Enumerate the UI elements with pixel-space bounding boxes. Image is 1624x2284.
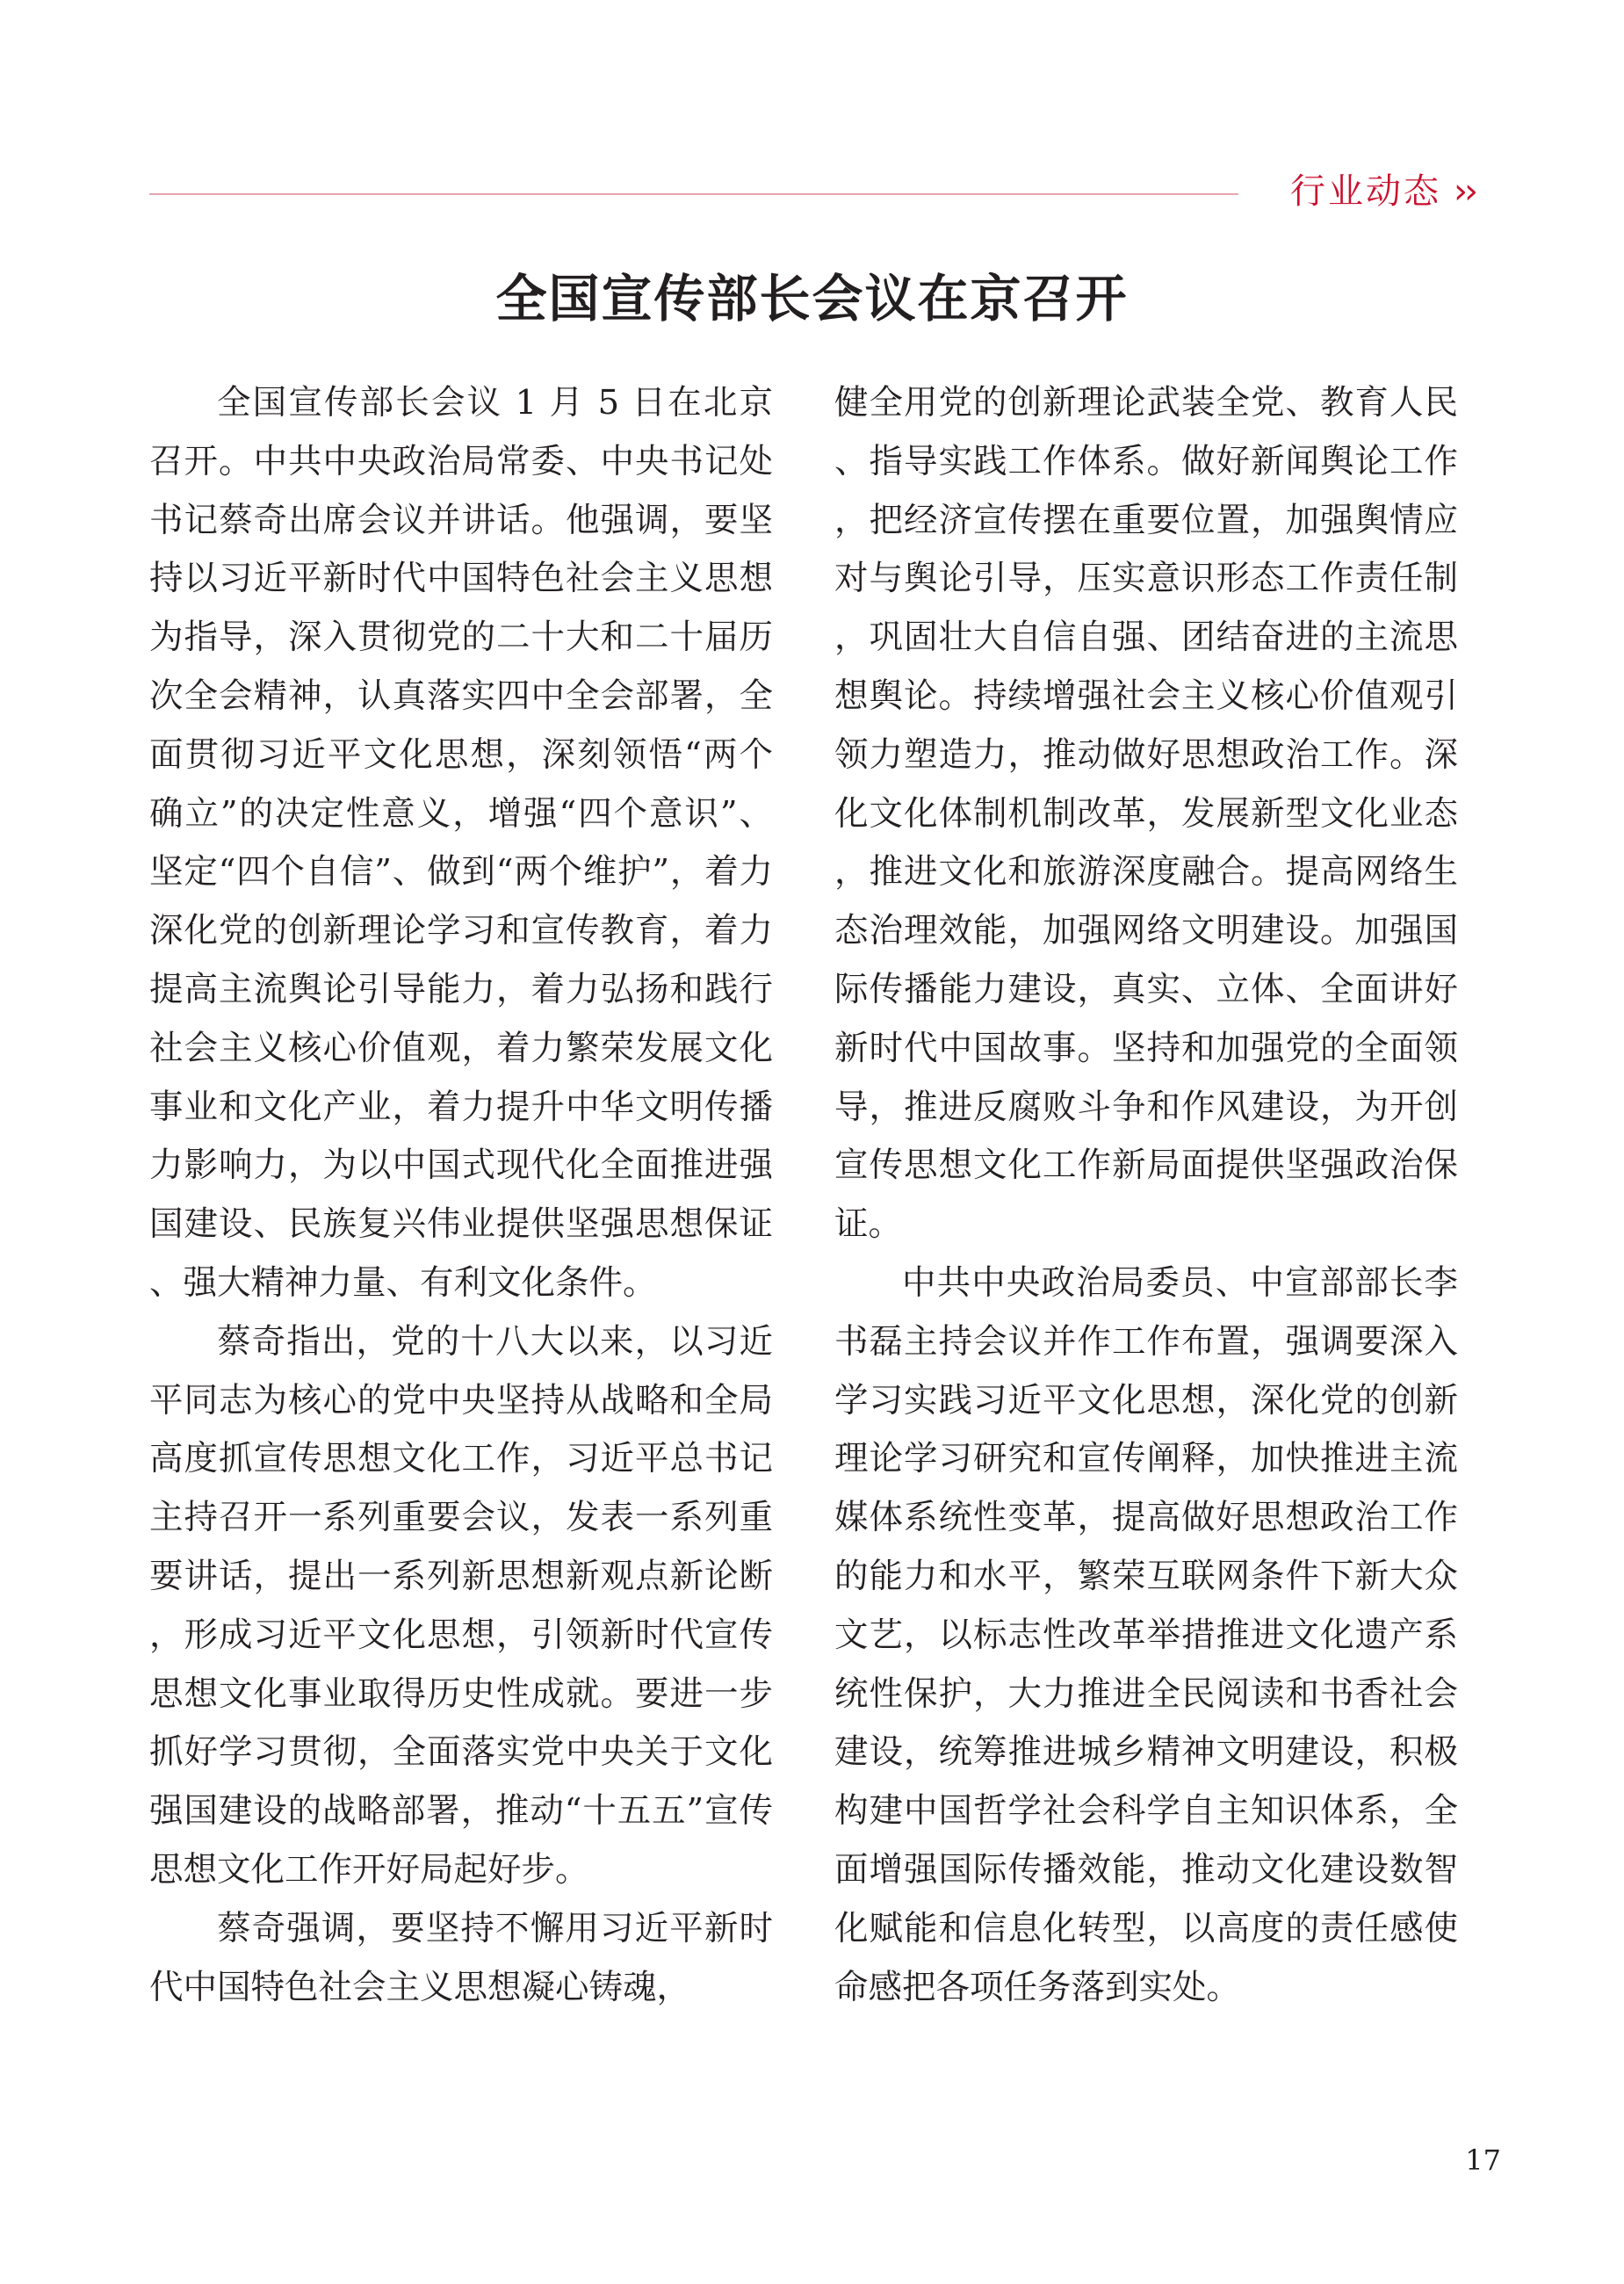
article-right-column xyxy=(834,374,1458,2017)
section-label xyxy=(1290,167,1475,216)
page-number: 17 xyxy=(1465,2143,1501,2177)
article-left-column xyxy=(149,374,773,2017)
paragraph-1: 全国宣传部长会议 1 月 5 日在北京召开。中共中央政治局常委、中央书记处书记蔡奇出席会议并讲话。他强调，要坚持以习近平新时代中国特色社会主义思想为指导，深入贯彻党的二十大和二十届历次全会精神，认真落实四中全会部署，全面贯彻习近平文化思想，深刻领悟“两个确立”的决定性意义，增强“四个意识”、坚定“四个自信”、做到“两个维护”，着力深化党的创新理论学习和宣传教育，着力提高主流舆论引导能力，着力弘扬和践行社会主义核心价值观，着力繁荣发展文化事业和文化产业，着力提升中华文明传播力影响力，为以中国式现代化全面推进强国建设、民族复兴伟业提供坚强思想保证、强大精神力量、有利文化条件。 xyxy=(149,383,773,1303)
paragraph-2: 蔡奇指出，党的十八大以来，以习近平同志为核心的党中央坚持从战略和全局高度抓宣传思想文化工作，习近平总书记主持召开一系列重要会议，发表一系列重要讲话，提出一系列新思想新观点新论断，形成习近平文化思想，引领新时代宣传思想文化事业取得历史性成就。要进一步抓好学习贯彻，全面落实党中央关于文化强国建设的战略部署，推动“十五五”宣传思想文化工作开好局起好步。 xyxy=(149,1321,773,1890)
paragraph-3-continued: 健全用党的创新理论武装全党、教育人民、指导实践工作体系。做好新闻舆论工作，把经济宣传摆在重要位置，加强舆情应对与舆论引导，压实意识形态工作责任制，巩固壮大自信自强、团结奋进的主流思想舆论。持续增强社会主义核心价值观引领力塑造力，推动做好思想政治工作。深化文化体制机制改革，发展新型文化业态，推进文化和旅游深度融合。提高网络生态治理效能，加强网络文明建设。加强国际传播能力建设，真实、立体、全面讲好新时代中国故事。坚持和加强党的全面领导，推进反腐败斗争和作风建设，为开创宣传思想文化工作新局面提供坚强政治保证。 xyxy=(834,383,1458,1245)
header-rule xyxy=(149,193,1238,195)
section-name: 行业动态 xyxy=(1290,171,1441,212)
paragraph-4: 中共中央政治局委员、中宣部部长李书磊主持会议并作工作布置，强调要深入学习实践习近平文化思想，深化党的创新理论学习研究和宣传阐释，加快推进主流媒体系统性变革，提高做好思想政治工作的能力和水平，繁荣互联网条件下新大众文艺，以标志性改革举措推进文化遗产系统性保护，大力推进全民阅读和书香社会建设，统筹推进城乡精神文明建设，积极构建中国哲学社会科学自主知识体系，全面增强国际传播效能，推动文化建设数智化赋能和信息化转型，以高度的责任感使命感把各项任务落到实处。 xyxy=(834,1262,1458,2007)
chevron-right-icon: ›› xyxy=(1454,171,1475,212)
paragraph-3: 蔡奇强调，要坚持不懈用习近平新时代中国特色社会主义思想凝心铸魂， xyxy=(149,1908,773,2007)
article-title: 全国宣传部长会议在京召开 xyxy=(495,269,1129,329)
